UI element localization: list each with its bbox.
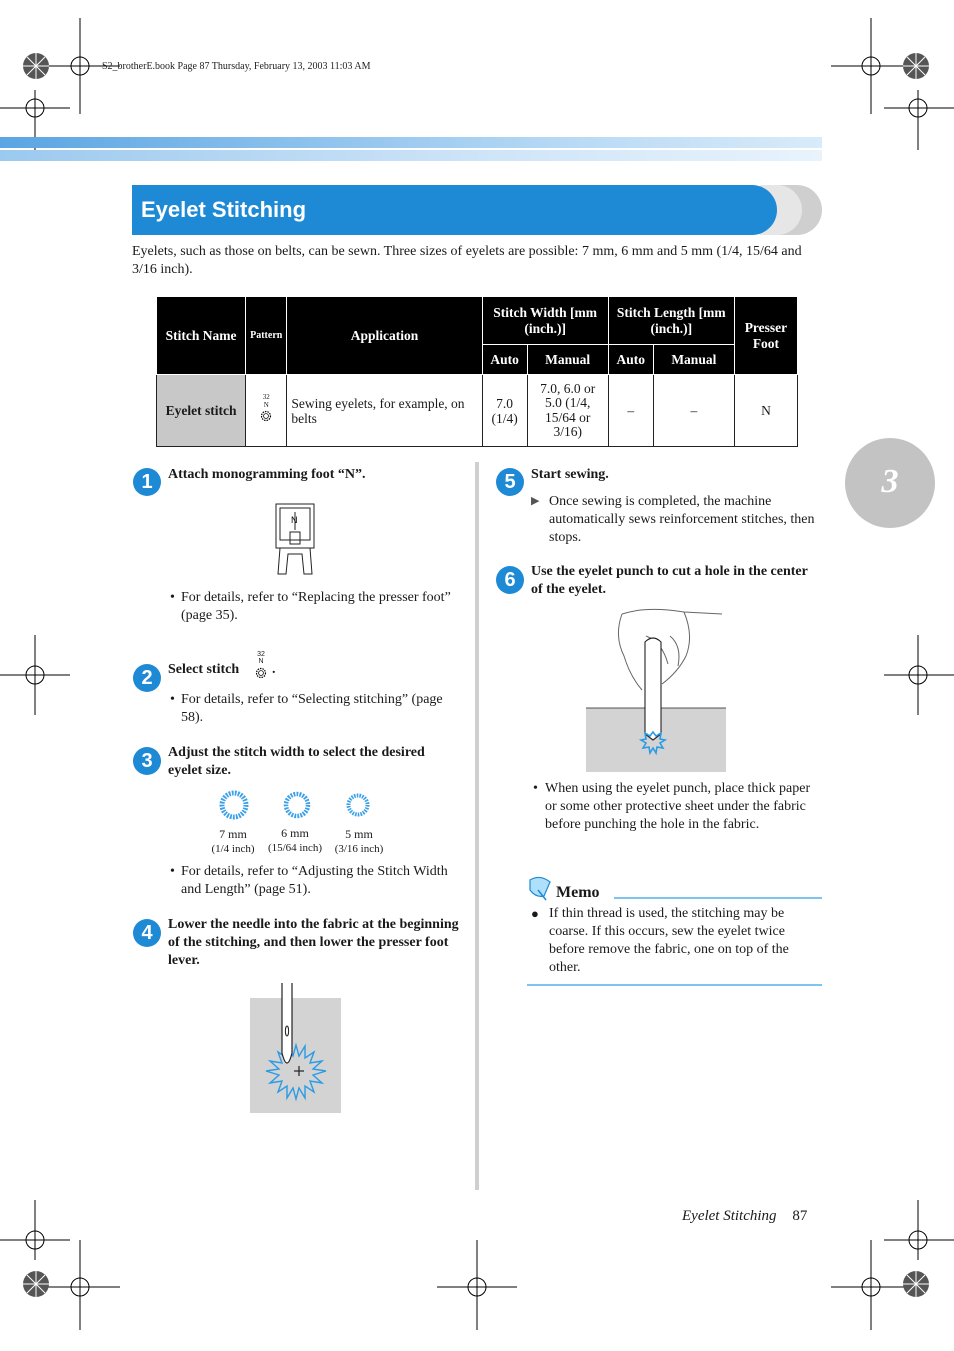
print-meta-line: S2_brotherE.book Page 87 Thursday, February 13, 2003 11:03 AM <box>102 61 371 72</box>
page-number: 87 <box>792 1208 808 1224</box>
step-number-6: 6 <box>496 566 524 594</box>
header-width-manual: Manual <box>527 345 608 375</box>
foot-letter: N <box>291 515 298 525</box>
size-mm: 6 mm <box>281 826 309 840</box>
header-stitch-name: Stitch Name <box>157 297 246 375</box>
step-5-result: Once sewing is completed, the machine automatically sews reinforcement stitches, then stops. <box>549 494 815 545</box>
size-mm: 7 mm <box>219 827 247 841</box>
bullet-dot: • <box>533 781 538 796</box>
eyelet-7mm-icon <box>222 793 246 817</box>
pattern-number: 32 <box>262 393 270 401</box>
pattern-letter: N <box>263 401 269 409</box>
step-2-pattern <box>254 651 268 685</box>
intro-paragraph: Eyelets, such as those on belts, can be sewn. Three sizes of eyelets are possible: 7 mm, 6 mm and 5 mm (1/4, 15/64 and 3/16 inch). <box>132 244 802 277</box>
size-label-7mm <box>203 827 263 857</box>
step-4-title: Lower the needle into the fabric at the beginning of the stitching, and then lower the presser foot lever. <box>168 917 459 968</box>
monogramming-foot-icon <box>270 502 320 580</box>
section-title-bar <box>132 185 777 235</box>
size-label-6mm <box>259 826 331 856</box>
cell-stitch-name: Eyelet stitch <box>157 375 246 447</box>
stitch-settings-table <box>156 296 798 447</box>
cell-length-auto: – <box>608 375 653 447</box>
eyelet-size-samples <box>215 788 375 822</box>
cell-application: Sewing eyelets, for example, on belts <box>287 375 482 447</box>
chapter-tab: 3 <box>845 438 935 528</box>
step-number-4: 4 <box>133 919 161 947</box>
memo-text: If thin thread is used, the stitching may be coarse. If this occurs, sew the eyelet twice before remove the fabric, one on top of the other. <box>549 906 789 975</box>
cell-length-manual: – <box>653 375 734 447</box>
memo-label: Memo <box>556 884 600 901</box>
memo-bottom-rule <box>527 984 822 986</box>
step-3-title: Adjust the stitch width to select the desired eyelet size. <box>168 745 425 778</box>
header-presser-foot: Presser Foot <box>734 297 797 375</box>
step-number-3: 3 <box>133 747 161 775</box>
header-length-manual: Manual <box>653 345 734 375</box>
step-1-note: For details, refer to “Replacing the presser foot” (page 35). <box>181 590 451 623</box>
table-row <box>157 375 798 447</box>
eyelet-punch-illustration <box>586 606 728 772</box>
header-pattern: Pattern <box>246 297 287 375</box>
size-mm: 5 mm <box>345 827 373 841</box>
header-application: Application <box>287 297 482 375</box>
header-stitch-width: Stitch Width [mm (inch.)] <box>482 297 608 345</box>
step-6-title: Use the eyelet punch to cut a hole in the center of the eyelet. <box>531 564 808 597</box>
eyelet-pattern-icon <box>254 666 268 680</box>
step-number-1: 1 <box>133 468 161 496</box>
eyelet-6mm-icon <box>286 794 308 816</box>
header-length-auto: Auto <box>608 345 653 375</box>
cell-width-auto: 7.0 (1/4) <box>482 375 527 447</box>
eyelet-pattern-icon <box>259 409 273 423</box>
step-5-title: Start sewing. <box>531 467 609 482</box>
bullet-dot: • <box>170 692 175 707</box>
pattern-number: 32 <box>257 651 265 658</box>
needle-in-fabric-illustration <box>250 983 342 1113</box>
memo-bullet-icon: ● <box>531 906 539 921</box>
column-divider <box>475 462 479 1190</box>
page-footer <box>682 1208 807 1225</box>
result-arrow-icon: ▶ <box>531 495 540 507</box>
step-number-2: 2 <box>133 664 161 692</box>
size-inch: (3/16 inch) <box>334 843 384 855</box>
cell-pattern <box>246 375 287 447</box>
step-6-note: When using the eyelet punch, place thick paper or some other protective sheet under the fabric before punching the hole in the fabric. <box>545 781 811 832</box>
section-title: Eyelet Stitching <box>141 197 307 222</box>
memo-top-rule <box>614 897 822 899</box>
pattern-letter: N <box>258 658 264 665</box>
header-stitch-length: Stitch Length [mm (inch.)] <box>608 297 734 345</box>
step-2-note: For details, refer to “Selecting stitching” (page 58). <box>181 692 443 725</box>
header-width-auto: Auto <box>482 345 527 375</box>
memo-pencil-icon <box>526 874 554 902</box>
header-band-top <box>0 137 822 148</box>
size-label-5mm <box>323 827 395 857</box>
step-number-5: 5 <box>496 468 524 496</box>
step-2-title-end: . <box>272 662 276 677</box>
step-2-title: Select stitch <box>168 662 240 677</box>
bullet-dot: • <box>170 864 175 879</box>
step-3-note: For details, refer to “Adjusting the Stitch Width and Length” (page 51). <box>181 864 448 897</box>
footer-section: Eyelet Stitching <box>682 1208 777 1224</box>
cell-presser-foot: N <box>734 375 797 447</box>
size-inch: (15/64 inch) <box>267 842 323 854</box>
header-band-bottom <box>0 150 822 161</box>
cell-width-manual: 7.0, 6.0 or 5.0 (1/4, 15/64 or 3/16) <box>527 375 608 447</box>
eyelet-5mm-icon <box>349 796 368 815</box>
step-1-title: Attach monogramming foot “N”. <box>168 467 366 482</box>
size-inch: (1/4 inch) <box>211 843 255 855</box>
bullet-dot: • <box>170 590 175 605</box>
